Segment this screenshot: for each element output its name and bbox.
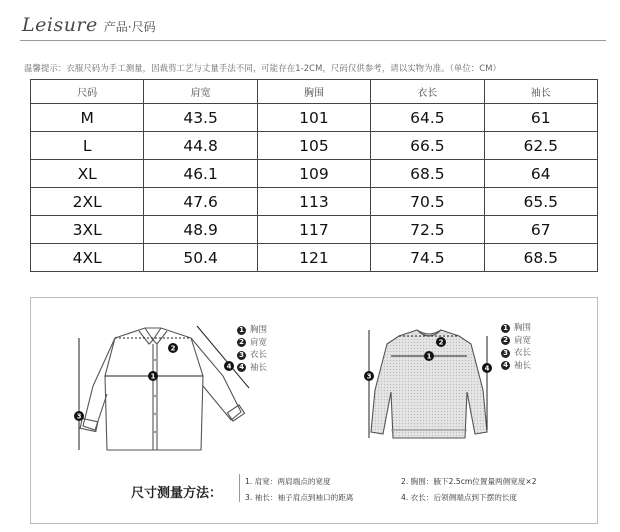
svg-text:2: 2 — [438, 338, 444, 347]
cell-length: 74.5 — [371, 244, 484, 272]
legend-item — [237, 337, 267, 350]
col-header-sleeve: 袖长 — [484, 80, 597, 104]
svg-text:1: 1 — [426, 352, 432, 361]
svg-text:3: 3 — [76, 412, 82, 421]
legend-item — [501, 360, 531, 373]
legend-label: 衣长 — [514, 348, 532, 358]
measurement-guide-panel — [30, 297, 598, 524]
cell-length: 68.5 — [371, 160, 484, 188]
legend-label: 胸围 — [250, 325, 268, 335]
number-badge-icon: 2 — [237, 338, 246, 347]
legend-label: 肩宽 — [514, 335, 532, 346]
cell-sleeve: 62.5 — [484, 132, 597, 160]
table-row — [31, 188, 598, 216]
cell-shoulder: 43.5 — [144, 104, 257, 132]
svg-text:3: 3 — [366, 372, 372, 381]
svg-text:2: 2 — [170, 344, 176, 353]
legend-label: 肩宽 — [250, 337, 268, 348]
legend-item — [237, 362, 267, 375]
sweater-illustration — [359, 320, 499, 450]
cell-chest: 109 — [257, 160, 370, 188]
shirt-illustration — [53, 316, 253, 464]
legend-item — [501, 322, 531, 335]
cell-shoulder: 44.8 — [144, 132, 257, 160]
method-item-chest: 2. 胸围：腋下2.5cm位置量两侧宽度×2 — [401, 477, 537, 486]
number-badge-icon: 2 — [501, 336, 510, 345]
cell-size: XL — [31, 160, 144, 188]
method-divider — [239, 474, 240, 502]
table-row — [31, 104, 598, 132]
legend-item — [501, 347, 531, 360]
number-badge-icon: 3 — [237, 351, 246, 360]
number-badge-icon: 4 — [501, 361, 510, 370]
cell-length: 72.5 — [371, 216, 484, 244]
method-item-length: 4. 衣长：后领侧端点到下摆的长度 — [401, 493, 517, 502]
cell-shoulder: 46.1 — [144, 160, 257, 188]
cell-chest: 117 — [257, 216, 370, 244]
cell-chest: 113 — [257, 188, 370, 216]
page-header — [22, 14, 156, 38]
col-header-size: 尺码 — [31, 80, 144, 104]
table-row — [31, 160, 598, 188]
measurement-method-title: 尺寸测量方法： — [131, 486, 223, 501]
number-badge-icon: 1 — [501, 324, 510, 333]
cell-chest: 101 — [257, 104, 370, 132]
svg-text:4: 4 — [226, 362, 232, 371]
col-header-shoulder: 肩宽 — [144, 80, 257, 104]
cell-size: M — [31, 104, 144, 132]
size-chart-table — [30, 79, 598, 272]
cell-length: 70.5 — [371, 188, 484, 216]
cell-sleeve: 68.5 — [484, 244, 597, 272]
svg-text:4: 4 — [484, 364, 490, 373]
number-badge-icon: 1 — [237, 326, 246, 335]
table-header-row — [31, 80, 598, 104]
legend-label: 袖长 — [250, 362, 268, 373]
cell-size: 4XL — [31, 244, 144, 272]
col-header-length: 衣长 — [371, 80, 484, 104]
legend-label: 衣长 — [250, 350, 268, 360]
cell-sleeve: 61 — [484, 104, 597, 132]
cell-chest: 121 — [257, 244, 370, 272]
legend-item — [237, 349, 267, 362]
legend-item — [237, 324, 267, 337]
shirt-legend — [237, 324, 267, 374]
cell-sleeve: 67 — [484, 216, 597, 244]
cell-shoulder: 47.6 — [144, 188, 257, 216]
number-badge-icon: 4 — [237, 363, 246, 372]
legend-label: 胸围 — [514, 323, 532, 333]
table-row — [31, 216, 598, 244]
number-badge-icon: 3 — [501, 349, 510, 358]
cell-size: 3XL — [31, 216, 144, 244]
legend-label: 袖长 — [514, 360, 532, 371]
method-item-sleeve: 3. 袖长：袖子肩点到袖口的距离 — [245, 493, 354, 502]
cell-length: 66.5 — [371, 132, 484, 160]
cell-shoulder: 48.9 — [144, 216, 257, 244]
sweater-legend — [501, 322, 531, 372]
cell-size: 2XL — [31, 188, 144, 216]
cell-sleeve: 64 — [484, 160, 597, 188]
legend-item — [501, 335, 531, 348]
method-item-shoulder: 1. 肩宽：两肩端点的宽度 — [245, 477, 331, 486]
cell-chest: 105 — [257, 132, 370, 160]
table-row — [31, 244, 598, 272]
col-header-chest: 胸围 — [257, 80, 370, 104]
size-notice: 温馨提示：衣服尺码为手工测量，因裁剪工艺与丈量手法不同，可能存在1-2CM，尺码仅供参考，请以实物为准。（单位：CM） — [24, 63, 502, 73]
brand-name: Leisure — [22, 14, 98, 36]
table-row — [31, 132, 598, 160]
cell-size: L — [31, 132, 144, 160]
header-subtitle: 产品·尺码 — [103, 20, 156, 34]
cell-sleeve: 65.5 — [484, 188, 597, 216]
svg-text:1: 1 — [150, 372, 156, 381]
header-divider — [20, 40, 606, 41]
cell-length: 64.5 — [371, 104, 484, 132]
cell-shoulder: 50.4 — [144, 244, 257, 272]
